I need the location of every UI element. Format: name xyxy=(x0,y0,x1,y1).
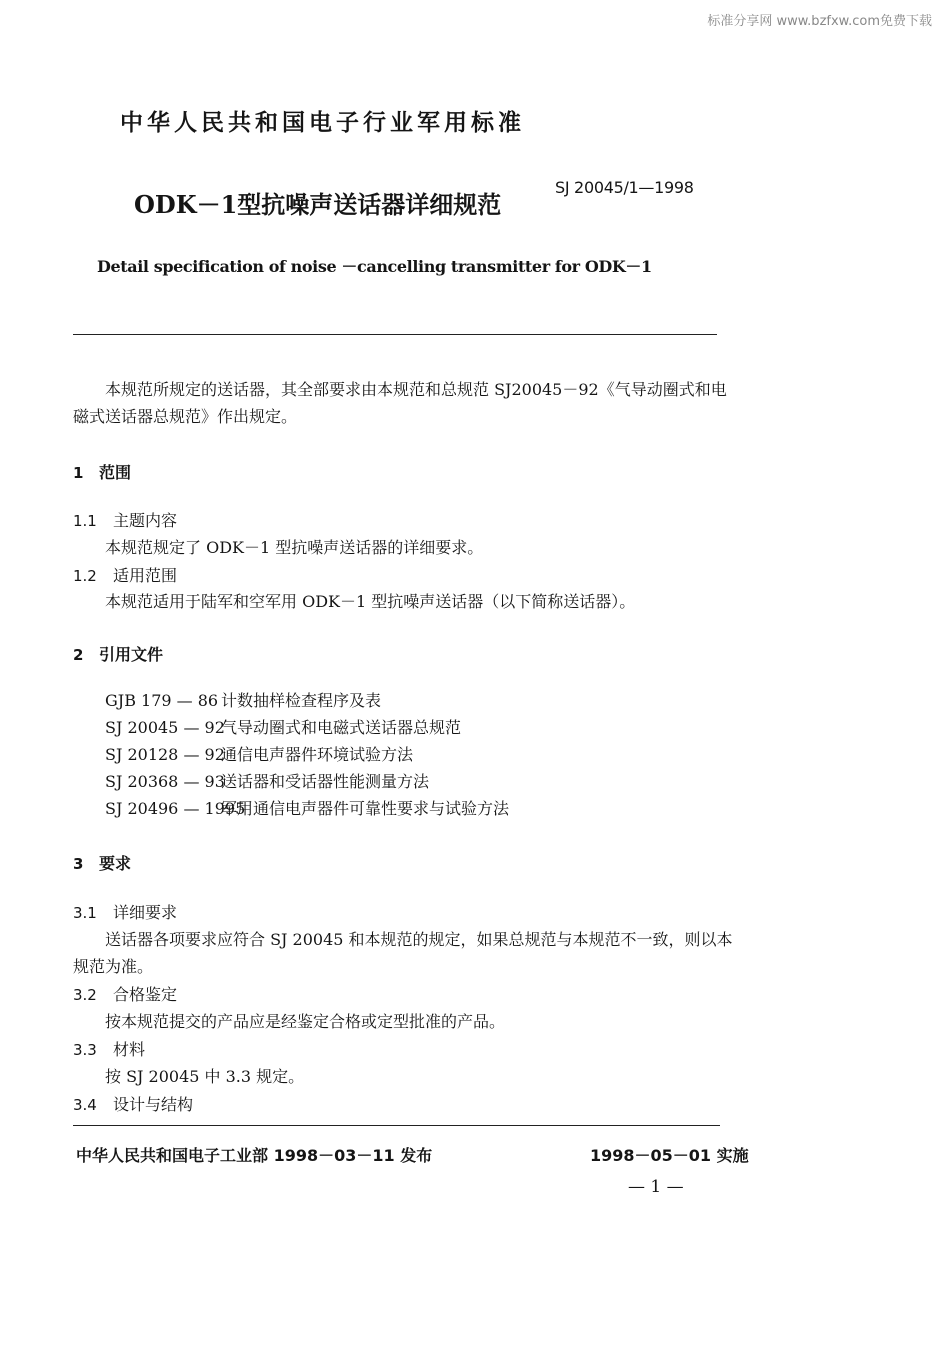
section-title: 材料 xyxy=(113,1040,146,1059)
section-3-4-heading xyxy=(73,1091,193,1119)
section-title: 范围 xyxy=(99,463,132,482)
reference-list xyxy=(105,687,509,822)
section-number: 3.1 xyxy=(73,904,97,922)
section-title: 合格鉴定 xyxy=(113,985,178,1004)
section-1-heading xyxy=(73,460,131,483)
section-number: 3.4 xyxy=(73,1096,97,1114)
section-3-2-heading xyxy=(73,981,177,1009)
section-title: 主题内容 xyxy=(113,511,178,530)
reference-code: SJ 20368 — 93 xyxy=(105,772,225,791)
watermark: 标准分享网 www.bzfxw.com免费下载 xyxy=(707,14,932,29)
section-3-2-body: 按本规范提交的产品应是经鉴定合格或定型批准的产品。 xyxy=(105,1012,506,1031)
section-3-1-body-line-1: 送话器各项要求应符合 SJ 20045 和本规范的规定，如果总规范与本规范不一致，则以本 xyxy=(105,930,733,949)
header-org-title: 中华人民共和国电子行业军用标准 xyxy=(120,110,525,136)
section-2-heading xyxy=(73,642,163,665)
reference-code: SJ 20128 — 92 xyxy=(105,745,225,764)
reference-title: 计数抽样检查程序及表 xyxy=(221,691,382,710)
section-1-2-heading xyxy=(73,562,177,590)
section-3-1-body-line-2: 规范为准。 xyxy=(73,957,154,976)
issue-date: 中华人民共和国电子工业部 1998－03－11 发布 xyxy=(76,1146,433,1165)
section-title: 引用文件 xyxy=(99,645,164,664)
reference-code: SJ 20496 — 1995 xyxy=(105,799,246,818)
reference-code: GJB 179 — 86 xyxy=(105,691,219,710)
reference-item xyxy=(105,687,509,714)
reference-item xyxy=(105,768,509,795)
section-1-1-heading xyxy=(73,507,177,535)
effective-date: 1998－05－01 实施 xyxy=(590,1146,749,1165)
section-3-3-body: 按 SJ 20045 中 3.3 规定。 xyxy=(105,1067,305,1086)
section-number: 1 xyxy=(73,464,84,482)
section-3-3-heading xyxy=(73,1036,145,1064)
reference-item xyxy=(105,795,509,822)
section-1-2-body: 本规范适用于陆军和空军用 ODK－1 型抗噪声送话器（以下简称送话器）。 xyxy=(105,592,636,611)
page-number: — 1 — xyxy=(628,1177,684,1197)
section-number: 3.2 xyxy=(73,986,97,1004)
section-number: 2 xyxy=(73,646,84,664)
intro-line-1: 本规范所规定的送话器，其全部要求由本规范和总规范 SJ20045－92《气导动圈式和电 xyxy=(105,380,727,399)
section-number: 3.3 xyxy=(73,1041,97,1059)
intro-line-2: 磁式送话器总规范》作出规定。 xyxy=(73,407,298,426)
reference-title: 军用通信电声器件可靠性要求与试验方法 xyxy=(221,799,510,818)
section-title: 设计与结构 xyxy=(113,1095,194,1114)
section-number: 1.2 xyxy=(73,567,97,585)
section-3-1-heading xyxy=(73,899,177,927)
section-number: 1.1 xyxy=(73,512,97,530)
section-1-1-body: 本规范规定了 ODK－1 型抗噪声送话器的详细要求。 xyxy=(105,538,484,557)
section-3-heading xyxy=(73,851,131,874)
reference-item xyxy=(105,714,509,741)
reference-title: 送话器和受话器性能测量方法 xyxy=(221,772,430,791)
header-divider xyxy=(73,334,717,335)
reference-title: 通信电声器件环境试验方法 xyxy=(221,745,414,764)
title-en: Detail specification of noise －cancelling transmitter for ODK－1 xyxy=(97,257,652,276)
section-title: 要求 xyxy=(99,854,132,873)
section-title: 详细要求 xyxy=(113,903,178,922)
section-title: 适用范围 xyxy=(113,566,178,585)
reference-code: SJ 20045 — 92 xyxy=(105,718,225,737)
standard-number: SJ 20045/1—1998 xyxy=(555,178,694,197)
reference-item xyxy=(105,741,509,768)
title-cn: ODK－1型抗噪声送话器详细规范 xyxy=(134,190,502,219)
section-number: 3 xyxy=(73,855,84,873)
reference-title: 气导动圈式和电磁式送话器总规范 xyxy=(221,718,462,737)
footer-divider xyxy=(73,1125,720,1126)
